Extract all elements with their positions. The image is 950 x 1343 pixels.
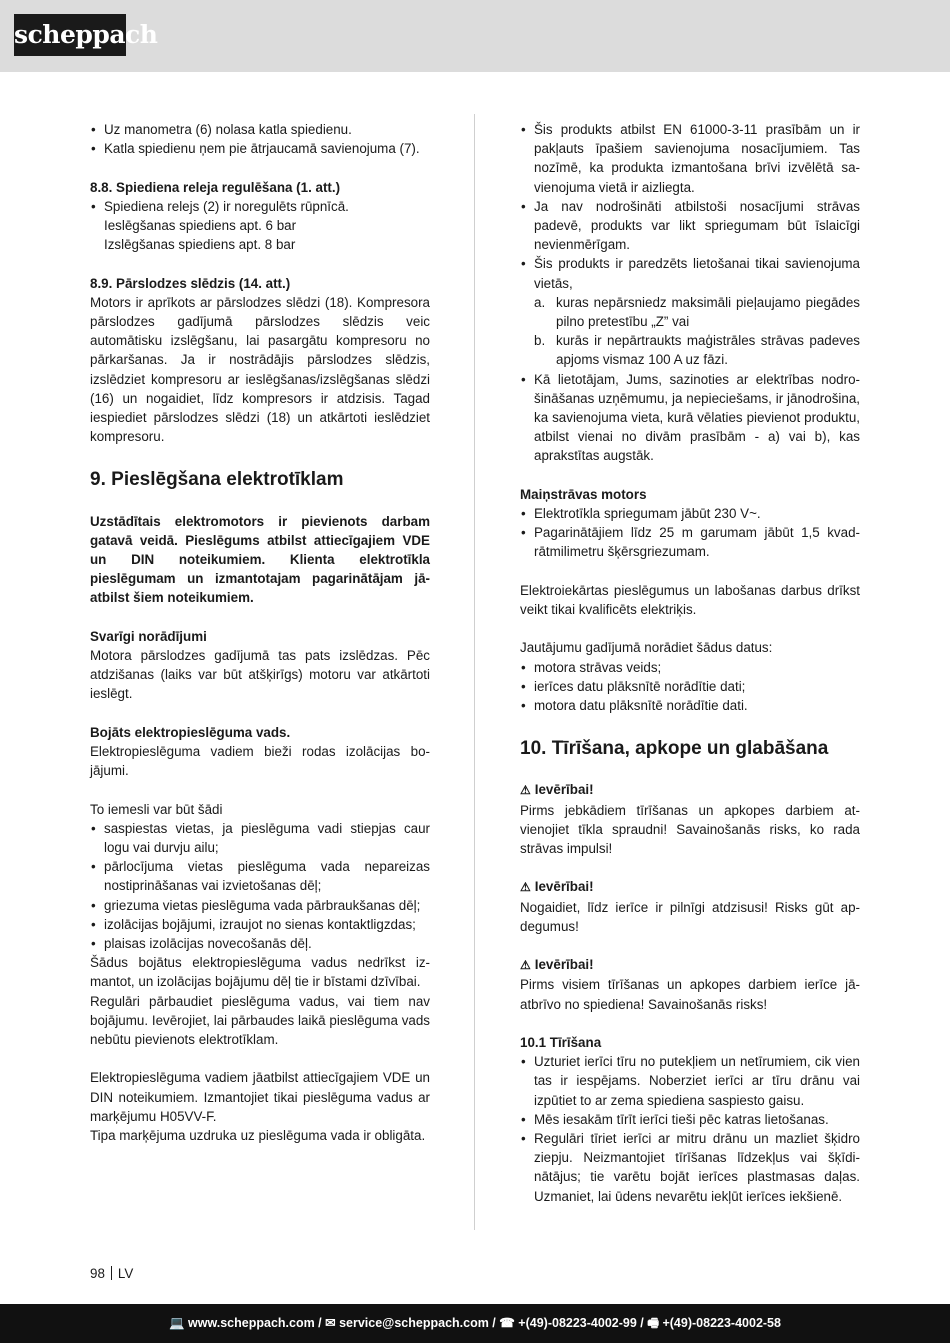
important-text: Motora pārslodzes gadījumā tas pats izslēdzas. Pēc atdzišanas (laiks var būt atšķirīgs) motoru var atkārtoti ieslēgt.	[90, 648, 430, 702]
list-item: • izolācijas bojājumi, izraujot no sienas kontaktligzdas;	[90, 915, 430, 934]
inspection-advice: Regulāri pārbaudiet pieslēguma vadus, vai tiem nav bojājumu. Ievērojiet, lai pārbaudes laikā pieslēguma vads nebūtu pievienots elektrotīklam.	[90, 993, 430, 1048]
list-item: • motora strāvas veids;	[520, 658, 860, 677]
questions-text: Jautājumu gadījumā norādiet šādus datus:	[520, 640, 773, 656]
list-item: • Kā lietotājam, Jums, sazinoties ar elektrības nodrošināšanas uzņēmumu, ja nepieciešams, ir jānodrošina, ka savienojuma vieta, kurā vēlaties pievienot produktu, atbilst vienai no divām prasībām - a) vai b), kas aprakstītas augstāk.	[520, 370, 860, 466]
section-10-title: Tīrīšana, apkope un glabāšana	[551, 738, 829, 760]
list-item: • griezuma vietas pieslēguma vada pārbraukšanas dēļ;	[90, 896, 430, 915]
switch-on-pressure: Ieslēgšanas spiediens apt. 6 bar	[104, 218, 297, 233]
warning-label: Ievērībai!	[534, 957, 594, 973]
section-9-heading	[90, 468, 430, 492]
warning-icon: ⚠	[520, 958, 531, 973]
important-title: Svarīgi norādījumi	[90, 628, 207, 644]
list-item: • motora datu plāksnītē norādītie dati.	[520, 696, 860, 715]
ac-motor-title: Maiņstrāvas motors	[520, 486, 647, 502]
section-8-9-text: Motors ir aprīkots ar pārslodzes slēdzi (18). Kompresora pārslodzes gadījumā pārslodzes slēdzis veic automātisku izslēgšanu, lai pasargātu kompresoru no pārkaršanas. Ja ir nostrādājis pārslodzes slēdzis, izslēdziet kompresoru ar ieslēgšanas/izslēgšanas slēdzi (16) un nogaidiet, līdz kompresors ir atdzisis. Tagad iespiediet pārslodzes slēdzi (18) un atkārtoti ieslēdziet kompresoru.	[90, 294, 430, 445]
damaged-cable-text: Elektropieslēguma vadiem bieži rodas izolācijas bojājumi.	[90, 744, 430, 779]
section-9-intro: Uzstādītais elektromotors ir pievienots darbam gatavā veidā. Pieslēgums atbilst attiecīgajiem VDE un DIN noteikumiem. Klienta elektrotīkla pieslēgumam un izmantotajam pagarinātājam jāatbilst šiem noteikumiem.	[90, 513, 430, 606]
list-item	[520, 331, 860, 369]
list-item-text: kurās ir nepārtraukts maģistrāles strāvas padeves apjoms vismaz 100 A uz fāzi.	[556, 333, 860, 368]
section-8-9-title: 8.9. Pārslodzes slēdzis (14. att.)	[90, 275, 291, 291]
section-10-heading	[520, 737, 860, 761]
list-item: • pārlocījuma vietas pieslēguma vada nepareizas nostiprināšanas vai izvietošanas dēļ;	[90, 857, 430, 895]
page-header	[0, 0, 950, 72]
warning-2-text: Nogaidiet, līdz ierīce ir pilnīgi atdzisusi! Risks gūt apdegumus!	[520, 899, 860, 934]
warning-icon: ⚠	[520, 783, 531, 798]
page-language: LV	[117, 1266, 134, 1281]
list-marker: a.	[534, 294, 546, 310]
footer-contact: 💻 www.scheppach.com / ✉ service@scheppach.com / ☎ +(49)-08223-4002-99 / 🖷 +(49)-08223-4002-58	[169, 1316, 781, 1330]
column-divider	[474, 114, 475, 1230]
page-number-value: 98	[90, 1266, 105, 1281]
warning-3-title	[520, 955, 860, 975]
section-9-number: 9.	[90, 469, 106, 491]
list-marker: b.	[534, 333, 546, 349]
section-8-8-list	[90, 197, 430, 216]
section-10-number: 10.	[520, 738, 547, 760]
section-9-title: Pieslēgšana elektrotīklam	[111, 469, 344, 491]
questions-list	[520, 658, 860, 716]
list-item: • saspiestas vietas, ja pieslēguma vadi stiepjas caur logu vai durvju ailu;	[90, 819, 430, 857]
section-10-1-title: 10.1 Tīrīšana	[520, 1035, 602, 1051]
list-item: • Pagarinātājiem līdz 25 m garumam jābūt 1,5 kvadrātmilimetru šķērsgriezumam.	[520, 523, 860, 561]
damaged-cable-warning: Šādus bojātus elektropieslēguma vadus nedrīkst izmantot, un izolācijas bojājumu dēļ tie ir bīstami dzīvībai.	[90, 955, 430, 990]
list-item-text: kuras nepārsniedz maksimāli pieļaujamo piegādes pilno pretestību „Z” vai	[556, 294, 860, 330]
list-item: • Ja nav nodrošināti atbilstoši nosacījumi strāvas padevē, produkts var likt spriegumam būt īslaicīgi nevienmērīgam.	[520, 197, 860, 255]
warning-label: Ievērībai!	[534, 782, 594, 798]
reasons-list	[90, 819, 430, 953]
list-item: • Šis produkts ir paredzēts lietošanai tikai savienojuma vietās,	[520, 254, 860, 292]
list-item	[520, 293, 860, 331]
electrician-text: Elektroiekārtas pieslēgumus un labošanas darbus drīkst veikt tikai kvalificēts elektriķis.	[520, 582, 860, 618]
list-item: • plaisas izolācijas novecošanās dēļ.	[90, 934, 430, 953]
pressure-bullets	[90, 120, 430, 158]
connection-bullets	[520, 120, 860, 293]
scheppach-logo: scheppach	[14, 14, 126, 56]
page-number	[90, 1266, 133, 1281]
list-item: • Mēs iesakām tīrīt ierīci tieši pēc katras lietošanas.	[520, 1110, 860, 1129]
warning-1-text: Pirms jebkādiem tīrīšanas un apkopes darbiem atvienojiet tīkla spraudni! Savainošanās risks, ko rada strāvas impulsi!	[520, 802, 860, 857]
cable-requirements: Elektropieslēguma vadiem jāatbilst attiecīgajiem VDE un DIN noteikumiem. Izmantojiet tikai pieslēguma vadus ar marķējumu H05VV-F.	[90, 1070, 430, 1124]
cleaning-list	[520, 1052, 860, 1206]
left-column	[90, 120, 430, 1145]
list-item: • Regulāri tīriet ierīci ar mitru drānu un mazliet šķidro ziepju. Neizmantojiet tīrīšanas līdzekļus vai šķīdinātājus; tie varētu bojāt ierīces plastmasas daļas. Uzmaniet, lai ūdens nevarētu iekļūt ierīces iekšienē.	[520, 1129, 860, 1206]
warning-label: Ievērībai!	[534, 879, 594, 895]
warning-icon: ⚠	[520, 880, 531, 895]
page-footer	[0, 1304, 950, 1343]
right-column	[520, 120, 860, 1206]
supplier-bullet	[520, 370, 860, 466]
list-item: • Elektrotīkla spriegumam jābūt 230 V~.	[520, 504, 860, 523]
list-item: • Katla spiedienu ņem pie ātrjaucamā savienojuma (7).	[90, 139, 430, 158]
reasons-title: To iemesli var būt šādi	[90, 801, 223, 817]
cable-marking: Tipa marķējuma uzdruka uz pieslēguma vada ir obligāta.	[90, 1128, 426, 1144]
list-item: • Uzturiet ierīci tīru no putekļiem un netīrumiem, cik vien tas ir iespējams. Noberziet ierīci ar tīru drānu vai izpūtiet to ar zema spiediena saspiesto gaisu.	[520, 1052, 860, 1110]
switch-off-pressure: Izslēgšanas spiediens apt. 8 bar	[104, 237, 296, 253]
list-item: • ierīces datu plāksnītē norādītie dati;	[520, 677, 860, 696]
list-item: • Uz manometra (6) nolasa katla spiedienu.	[90, 120, 430, 139]
list-item: • Spiediena relejs (2) ir noregulēts rūpnīcā.	[90, 197, 430, 216]
warning-2-title	[520, 877, 860, 897]
list-item: • Šis produkts atbilst EN 61000-3-11 prasībām un ir pakļauts īpašiem savienojuma nosacījumiem. Tas nozīmē, ka produkta izmantošana brīvi izvēlētā savienojuma vietā ir aizliegta.	[520, 120, 860, 197]
page-number-separator	[111, 1266, 112, 1280]
warning-1-title	[520, 780, 860, 800]
connection-sublist	[520, 293, 860, 370]
damaged-cable-title: Bojāts elektropieslēguma vads.	[90, 724, 291, 740]
section-8-8-title: 8.8. Spiediena releja regulēšana (1. att.)	[90, 179, 341, 195]
ac-motor-list	[520, 504, 860, 562]
warning-3-text: Pirms visiem tīrīšanas un apkopes darbiem ierīce jāatbrīvo no spiediena! Savainošanās risks!	[520, 977, 860, 1012]
